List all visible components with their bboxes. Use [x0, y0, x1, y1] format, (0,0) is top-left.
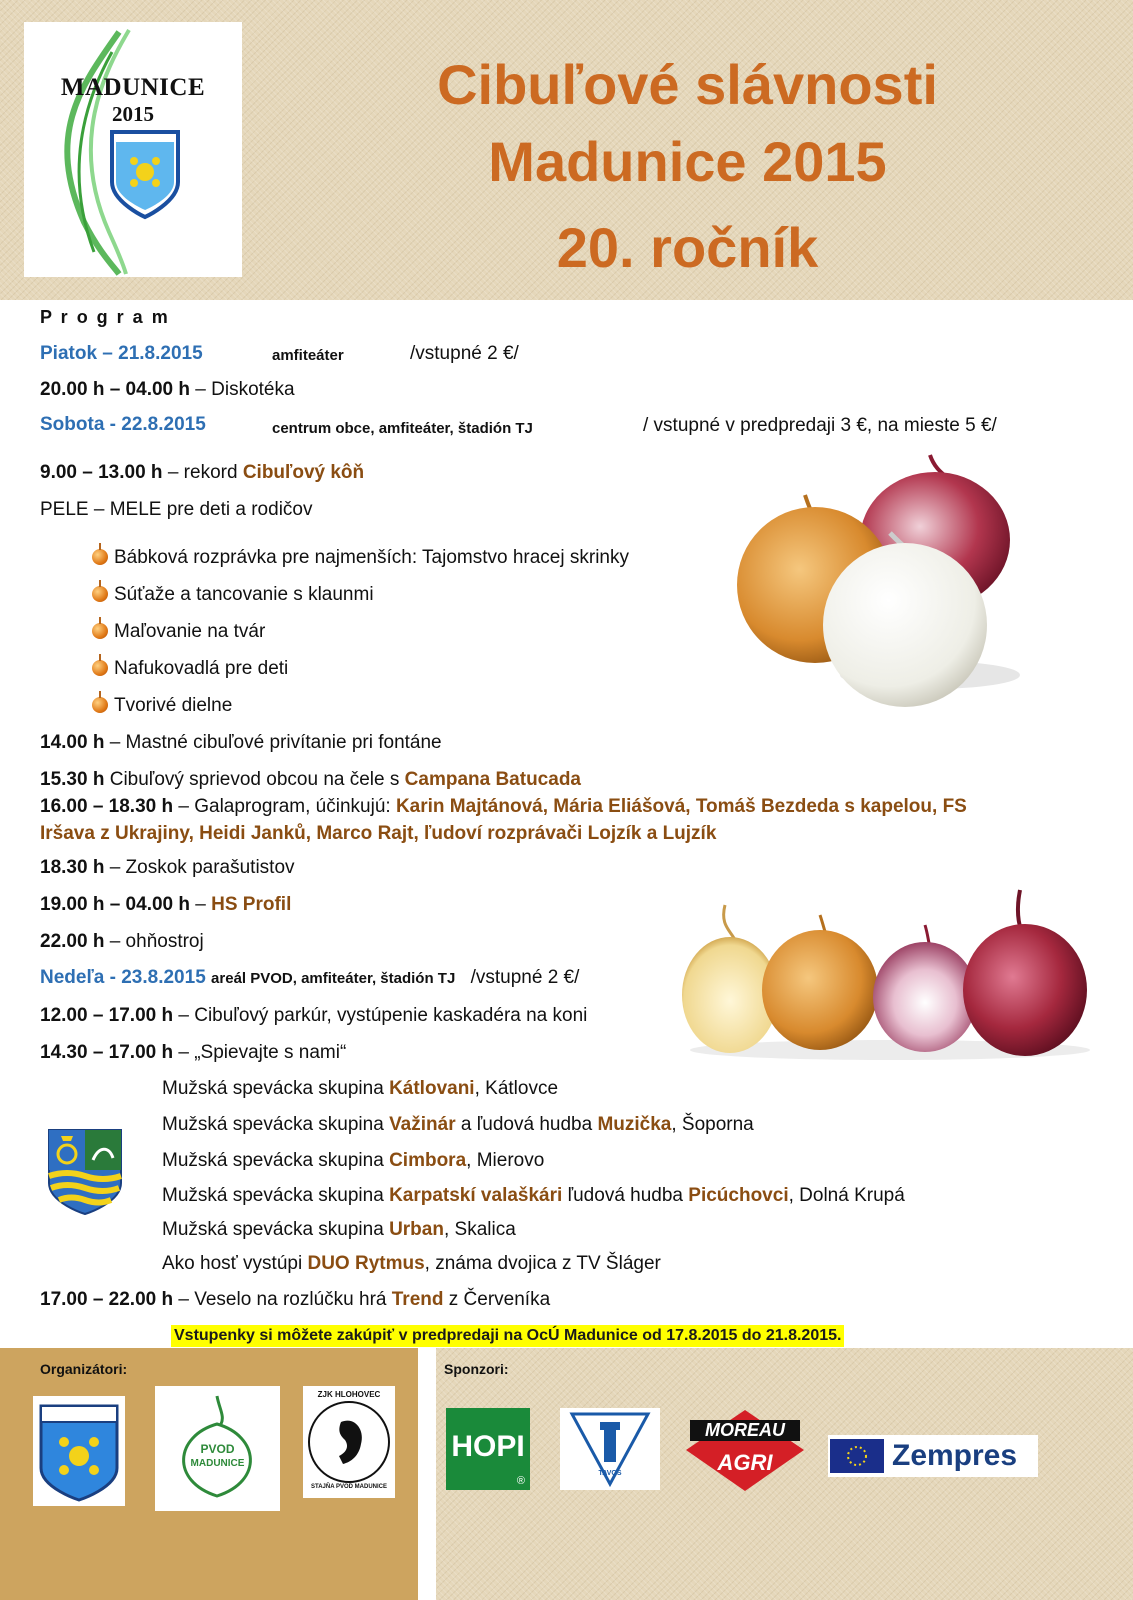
performers: Karin Majtánová, Mária Eliášová, Tomáš Bezdeda s kapelou, FS: [395, 796, 967, 817]
highlight: Trend: [391, 1289, 444, 1310]
desc: Cibuľový sprievod obcou na čele s: [104, 769, 405, 790]
sat-record: [40, 461, 364, 485]
kids-item: Súťaže a tancovanie s klaunmi: [92, 583, 374, 607]
logo-title: MADUNICE: [60, 74, 206, 101]
kids-item: Tvorivé dielne: [92, 694, 232, 718]
pvod-text: PVOD: [200, 1442, 235, 1456]
onions-illustration-2: [680, 885, 1100, 1065]
highlight: Campana Batucada: [404, 769, 581, 790]
sponsor-moreau-agri-logo: [684, 1408, 806, 1493]
time: 14.30 – 17.00 h: [40, 1042, 174, 1063]
sat-1830: [40, 856, 295, 880]
agri-text: AGRI: [717, 1450, 773, 1475]
pvod-text-2: MADUNICE: [190, 1458, 245, 1469]
zjk-text-top: ZJK HLOHOVEC: [317, 1390, 381, 1399]
county-coat-of-arms-icon: [47, 1128, 123, 1216]
desc: – Galaprogram, účinkujú:: [173, 796, 396, 817]
footer: [0, 1348, 1133, 1600]
pvod-madunice-logo: [155, 1386, 280, 1511]
hopi-reg: ®: [516, 1475, 525, 1487]
sat-19: [40, 893, 291, 917]
madunice-2015-logo: [24, 22, 242, 277]
time: 20.00 h – 04.00 h: [40, 379, 190, 400]
desc: –: [190, 894, 212, 915]
friday-fee: /vstupné 2 €/: [410, 343, 519, 364]
page-title-line-3: 20. ročník: [556, 216, 819, 279]
time: 14.00 h: [40, 732, 105, 753]
sunday-venue: areál PVOD, amfiteáter, štadión TJ: [211, 970, 456, 987]
onions-illustration-1: [730, 445, 1030, 715]
page-title-line-2: Madunice 2015: [488, 130, 887, 193]
choir-row: Mužská spevácka skupina Cimbora, Mierovo: [162, 1150, 545, 1171]
desc-post: z Červeníka: [443, 1289, 551, 1310]
kids-item: Nafukovadlá pre deti: [92, 657, 288, 681]
choir-row: Mužská spevácka skupina Važinár a ľudová hudba Muzička, Šopornа: [162, 1114, 754, 1135]
time: 19.00 h – 04.00 h: [40, 894, 190, 915]
time: 18.30 h: [40, 857, 105, 878]
madunice-coat-of-arms: [33, 1396, 125, 1506]
onion-bullet-icon: [92, 660, 108, 676]
choir-row: Mužská spevácka skupina Urban, Skalica: [162, 1219, 516, 1240]
horse-head-icon: [303, 1386, 395, 1498]
sunday-date: Nedeľa - 23.8.2015: [40, 967, 206, 988]
choir-row: Ako hosť vystúpi DUO Rytmus, známa dvojica z TV Šláger: [162, 1253, 661, 1274]
desc: – rekord: [162, 462, 243, 483]
logo-year: 2015: [112, 102, 154, 126]
moreau-text: MOREAU: [690, 1420, 800, 1441]
highlight: HS Profil: [211, 894, 292, 915]
time: 9.00 – 13.00 h: [40, 462, 163, 483]
tavos-text: TAVOS: [598, 1470, 622, 1477]
saturday-row: [40, 413, 206, 437]
friday-venue: amfiteáter: [272, 347, 344, 364]
choir-row: Mužská spevácka skupina Karpatskí valaškári ľudová hudba Picúchovci, Dolná Krupá: [162, 1185, 905, 1206]
friday-disco: [40, 378, 295, 402]
saturday-venue: centrum obce, amfiteáter, štadión TJ: [272, 420, 533, 437]
time: 12.00 – 17.00 h: [40, 1005, 174, 1026]
zjk-hlohovec-logo: [303, 1386, 395, 1498]
saturday-fee: / vstupné v predpredaji 3 €, na mieste 5 €/: [643, 415, 997, 436]
friday-date: Piatok – 21.8.2015: [40, 343, 203, 364]
logo-swoosh-icon: [24, 22, 242, 277]
zempres-eu-icon: [828, 1435, 886, 1477]
sponsor-zempres-logo: [828, 1435, 1038, 1477]
saturday-date: Sobota - 22.8.2015: [40, 414, 206, 435]
sunday-fee: /vstupné 2 €/: [470, 967, 580, 988]
sponsor-hopi-logo: [446, 1408, 530, 1490]
zjk-text-bottom: STAJŇA PVOD MADUNICE: [310, 1484, 387, 1490]
sun-1430: [40, 1041, 346, 1065]
organizers-panel: [0, 1348, 418, 1600]
onion-bullet-icon: [92, 549, 108, 565]
desc: – Mastné cibuľové privítanie pri fontáne: [104, 732, 442, 753]
choir-row: Mužská spevácka skupina Kátlovani, Kátlovce: [162, 1078, 559, 1099]
organizers-label: Organizátori:: [40, 1361, 128, 1377]
pele-mele: PELE – MELE pre deti a rodičov: [40, 499, 313, 520]
friday-row: [40, 342, 203, 366]
onion-bullet-icon: [92, 623, 108, 639]
kids-item: Maľovanie na tvár: [92, 620, 265, 644]
header-banner: [0, 0, 1133, 300]
desc: – Diskotéka: [190, 379, 295, 400]
sun-12: [40, 1004, 587, 1028]
time: 15.30 h: [40, 769, 105, 790]
onion-bullet-icon: [92, 697, 108, 713]
desc: – Cibuľový parkúr, vystúpenie kaskadéra na koni: [173, 1005, 588, 1026]
desc: – ohňostroj: [104, 931, 204, 952]
sat-14: [40, 731, 442, 755]
sat-16-performers-2: Iršava z Ukrajiny, Heidi Janků, Marco Rajt, ľudoví rozprávači Lojzík a Lujzík: [40, 823, 717, 844]
onion-bullet-icon: [92, 586, 108, 602]
sun-17: [40, 1288, 550, 1312]
time: 17.00 – 22.00 h: [40, 1289, 174, 1310]
sponsor-tavos-logo: [560, 1408, 660, 1490]
time: 16.00 – 18.30 h: [40, 796, 174, 817]
desc: – Veselo na rozlúčku hrá: [173, 1289, 392, 1310]
sunday-row: [40, 966, 579, 991]
sponsors-panel: [436, 1348, 1133, 1600]
kids-item: Bábková rozprávka pre najmenších: Tajomstvo hracej skrinky: [92, 546, 629, 570]
page-title-line-1: Cibuľové slávnosti: [437, 53, 938, 116]
sat-22: [40, 930, 204, 954]
zempres-text: Zempres: [892, 1439, 1018, 1472]
hopi-text: HOPI: [451, 1430, 525, 1463]
sponsors-label: Sponzori:: [444, 1361, 509, 1377]
highlight: Cibuľový kôň: [242, 462, 365, 483]
madunice-shield-icon: [33, 1396, 125, 1506]
ticket-notice: Vstupenky si môžete zakúpiť v predpredaji na OcÚ Madunice od 17.8.2015 do 21.8.2015.: [171, 1325, 844, 1347]
time: 22.00 h: [40, 931, 105, 952]
sat-16: [40, 795, 967, 819]
program-heading: P r o g r a m: [40, 307, 170, 327]
sat-1530: [40, 768, 581, 792]
desc: – „Spievajte s nami“: [173, 1042, 347, 1063]
tavos-tower-icon: [560, 1408, 660, 1490]
desc: – Zoskok parašutistov: [104, 857, 295, 878]
